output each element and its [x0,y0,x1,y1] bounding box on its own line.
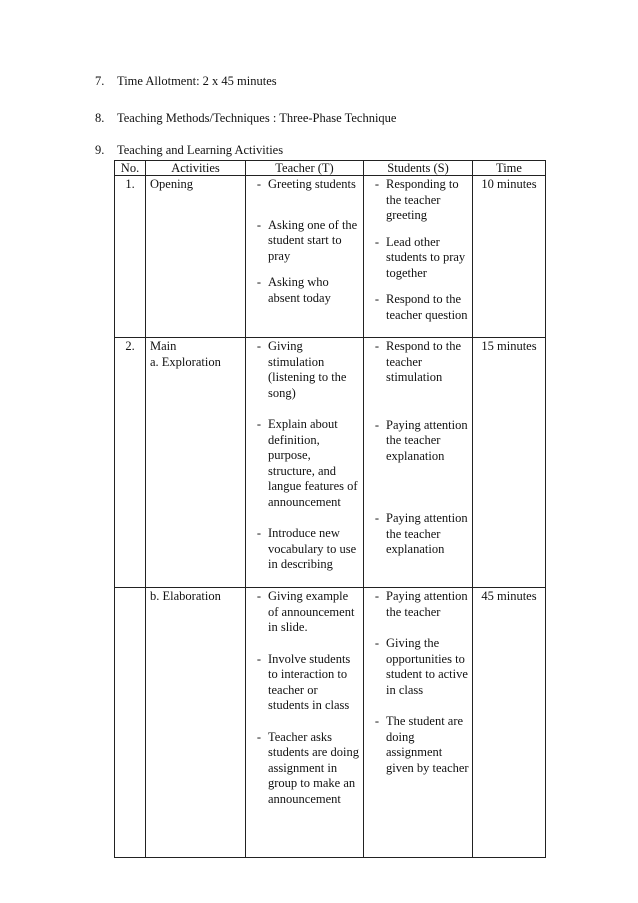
teacher-text: Involve students to interaction to teacher or students in class [268,651,351,712]
row-time: 10 minutes [473,176,546,338]
students-text: Paying attention the teacher [386,589,468,619]
item-number: 9. [95,143,105,157]
bullet-dash: - [374,589,380,603]
header-students: Students (S) [364,161,473,176]
teacher-cell [246,176,364,338]
row-time: 15 minutes [473,338,546,588]
students-item [364,714,472,776]
teacher-text: Asking who absent today [268,275,331,305]
teacher-item [246,589,363,636]
teacher-item [246,275,363,306]
row-time: 45 minutes [473,588,546,858]
bullet-dash: - [374,339,380,353]
bullet-dash: - [256,339,262,353]
bullet-dash: - [256,526,262,540]
students-text: Responding to the teacher greeting [386,177,459,222]
teacher-item [246,730,363,808]
bullet-dash: - [256,417,262,431]
teacher-text: Asking one of the student start to pray [268,217,358,263]
item-teaching-methods [95,111,396,126]
activity-label: b. Elaboration [150,589,221,603]
teacher-text: Explain about definition, purpose, structure, and langue features of announcement [268,417,358,509]
bullet-dash: - [374,177,380,191]
teacher-item [246,526,363,573]
bullet-dash: - [374,292,380,306]
teacher-text: Introduce new vocabulary to use in describing [268,526,357,571]
students-cell [364,176,473,338]
header-time: Time [473,161,546,176]
students-item [364,636,472,698]
header-activities: Activities [146,161,246,176]
bullet-dash: - [256,729,262,744]
row-number: 2. [115,338,146,588]
row-activity [146,338,246,588]
item-number: 7. [95,74,105,88]
students-item [364,418,472,465]
students-item [364,589,472,620]
teacher-item [246,218,363,265]
students-item [364,292,472,323]
bullet-dash: - [256,589,262,603]
bullet-dash: - [256,275,262,289]
bullet-dash: - [374,511,380,525]
students-text: Lead other students to pray together [386,234,466,280]
bullet-dash: - [374,636,380,650]
header-no: No. [115,161,146,176]
teacher-item [246,177,363,193]
item-teaching-activities [95,143,283,158]
students-text: Paying attention the teacher explanation [386,417,468,463]
students-item [364,511,472,558]
table-header-row [115,161,546,176]
item-number: 8. [95,111,105,125]
students-text: Paying attention the teacher explanation [386,511,468,556]
bullet-dash: - [374,234,380,249]
bullet-dash: - [256,177,262,191]
students-cell [364,338,473,588]
students-item [364,339,472,386]
table-row [115,338,546,588]
students-item [364,235,472,282]
activity-sub-label: a. Exploration [150,354,221,369]
teacher-item [246,417,363,510]
students-item [364,177,472,224]
bullet-dash: - [256,217,262,232]
students-text: Giving the opportunities to student to active in class [386,636,468,697]
table-row [115,176,546,338]
students-text: Respond to the teacher stimulation [386,339,461,384]
teacher-item [246,652,363,714]
teacher-text: Greeting students [268,177,356,191]
teacher-cell [246,338,364,588]
students-text: The student are doing assignment given by teacher [386,714,469,775]
activity-label: Main [150,339,177,353]
students-text: Respond to the teacher question [386,292,468,322]
bullet-dash: - [256,651,262,666]
teacher-item [246,339,363,401]
activities-table [114,160,546,858]
item-text: Teaching and Learning Activities [117,143,284,157]
item-text: Time Allotment: 2 x 45 minutes [117,74,277,88]
teacher-text: Giving example of announcement in slide. [268,589,355,634]
item-text: Teaching Methods/Techniques : Three-Phase Technique [117,111,397,125]
teacher-text: Teacher asks students are doing assignment in group to make an announcement [268,729,359,806]
table-row [115,588,546,858]
item-time-allotment [95,74,277,89]
header-teacher: Teacher (T) [246,161,364,176]
teacher-text: Giving stimulation (listening to the song) [268,339,347,400]
activity-label: Opening [150,177,194,191]
students-cell [364,588,473,858]
row-activity [146,176,246,338]
teacher-cell [246,588,364,858]
row-number: 1. [115,176,146,338]
row-number [115,588,146,858]
row-activity [146,588,246,858]
bullet-dash: - [374,714,380,728]
bullet-dash: - [374,417,380,432]
